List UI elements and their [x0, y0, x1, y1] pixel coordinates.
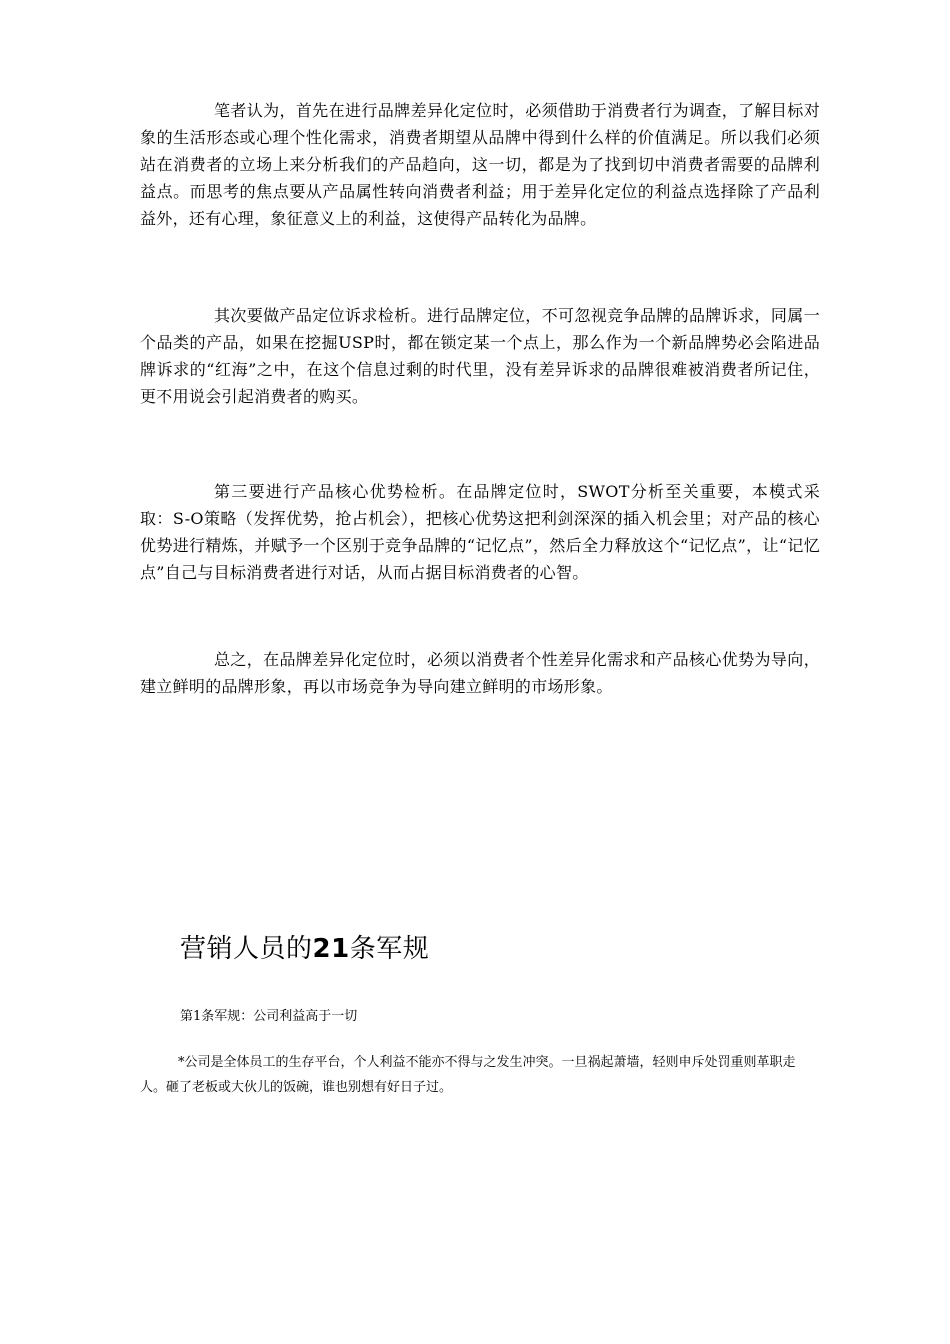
rule-title: 第1条军规：公司利益高于一切 [180, 1009, 358, 1024]
paragraph-2: 其次要做产品定位诉求检析。进行品牌定位，不可忽视竞争品牌的品牌诉求，同属一个品类的产品，如果在挖掘USP时，都在锁定某一个点上，那么作为一个新品牌势必会陷进品牌诉求的“红海”之中，在这个信息过剩的时代里，没有差异诉求的品牌很难被消费者所记住，更不用说会引起消费者的购买。 [140, 306, 820, 406]
section-title-suffix: 条军规 [349, 934, 430, 964]
paragraph-4: 总之，在品牌差异化定位时，必须以消费者个性差异化需求和产品核心优势为导向，建立鲜明的品牌形象，再以市场竞争为导向建立鲜明的市场形象。 [140, 650, 820, 696]
paragraph-3: 第三要进行产品核心优势检析。在品牌定位时，SWOT分析至关重要，本模式采取：S-O策略（发挥优势，抢占机会），把核心优势这把利剑深深的插入机会里；对产品的核心优势进行精炼，并赋予一个区别于竞争品牌的“记忆点”，然后全力释放这个“记忆点”，让“记忆点”自己与目标消费者进行对话，从而占据目标消费者的心智。 [140, 482, 820, 582]
section-title [180, 928, 429, 965]
section-title-number: 21 [312, 934, 350, 964]
section-title-prefix: 营销人员的 [180, 934, 313, 964]
rule-body: *公司是全体员工的生存平台，个人利益不能亦不得与之发生冲突。一旦祸起萧墙，轻则申斥处罚重则革职走人。砸了老板或大伙儿的饭碗，谁也别想有好日子过。 [140, 1055, 796, 1095]
paragraph-1: 笔者认为，首先在进行品牌差异化定位时，必须借助于消费者行为调查，了解目标对象的生活形态或心理个性化需求，消费者期望从品牌中得到什么样的价值满足。所以我们必须站在消费者的立场上来分析我们的产品趋向，这一切，都是为了找到切中消费者需要的品牌利益点。而思考的焦点要从产品属性转向消费者利益；用于差异化定位的利益点选择除了产品利益外，还有心理，象征意义上的利益，这使得产品转化为品牌。 [140, 101, 820, 228]
